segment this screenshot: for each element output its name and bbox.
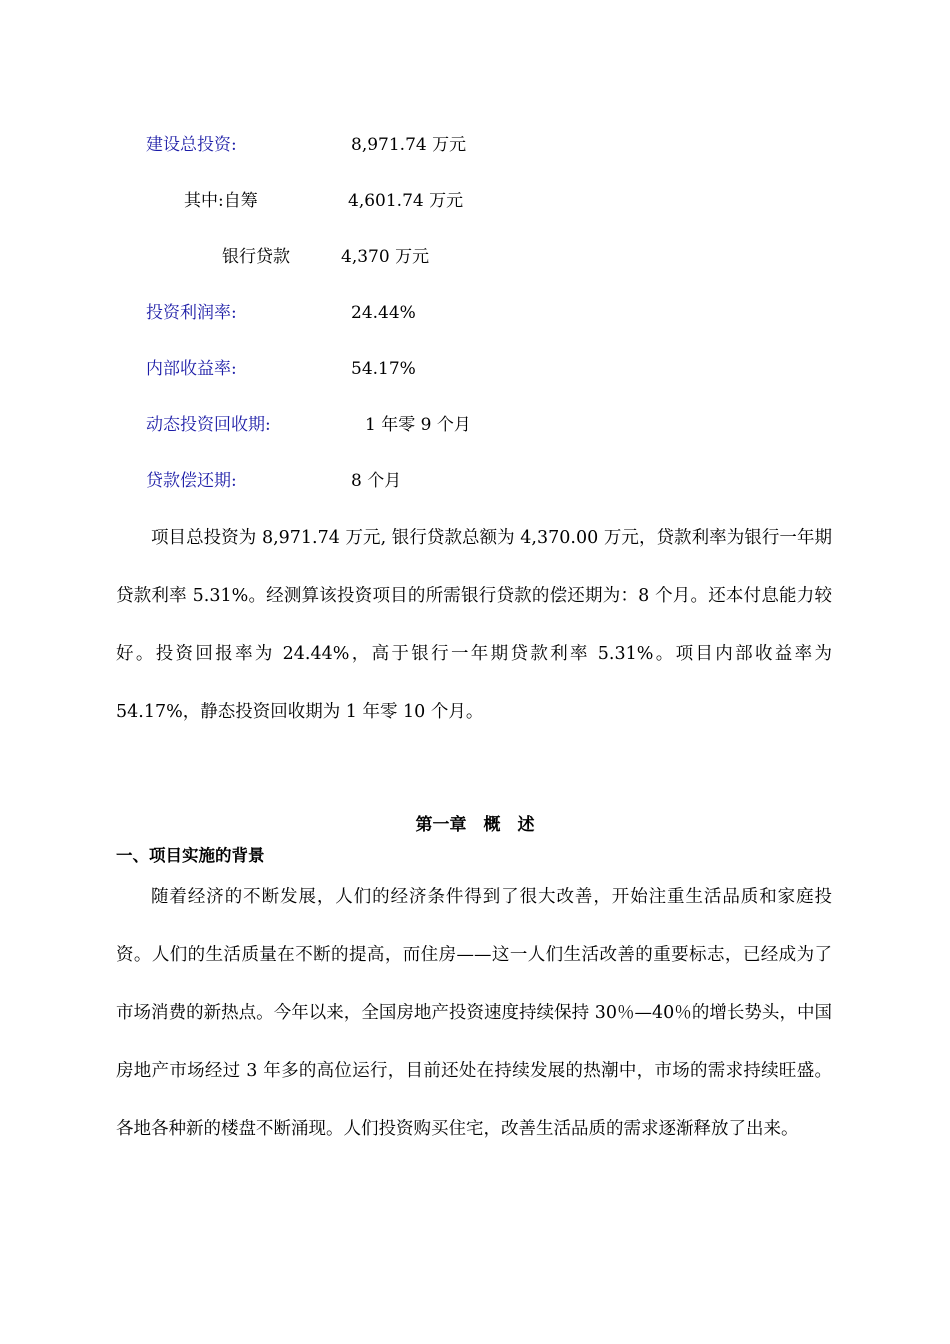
total-investment-label: 建设总投资:	[146, 135, 237, 155]
self-funded-label: 其中:自筹	[184, 191, 258, 211]
chapter-title: 第一章 概 述	[415, 815, 535, 835]
bank-loan-label: 银行贷款	[222, 247, 290, 267]
payback-label: 动态投资回收期:	[146, 415, 271, 435]
background-paragraph-text: 随着经济的不断发展，人们的经济条件得到了很大改善，开始注重生活品质和家庭投资。人们的生活质量在不断的提高，而住房——这一人们生活改善的重要标志，已经成为了市场消费的新热点。今年以来，全国房地产投资速度持续保持 30％—40％的增长势头，中国房地产市场经过 3 年多的高位运行，目前还处在持续发展的热潮中，市场的需求持续旺盛。各地各种新的楼盘不断涌现。人们投资购买住宅，改善生活品质的需求逐渐释放了出来。	[116, 887, 832, 1139]
loan-repayment-value: 8 个月	[351, 471, 402, 491]
summary-paragraph-text: 项目总投资为 8,971.74 万元, 银行贷款总额为 4,370.00 万元，贷款利率为银行一年期贷款利率 5.31%。经测算该投资项目的所需银行贷款的偿还期为：8 个月。还本付息能力较好。投资回报率为 24.44%，高于银行一年期贷款利率 5.31%。项目内部收益率为 54.17%，静态投资回收期为 1 年零 10 个月。	[116, 528, 832, 722]
roi-label: 投资利润率:	[146, 303, 237, 323]
summary-paragraph	[116, 509, 832, 741]
irr-label: 内部收益率:	[146, 359, 237, 379]
loan-repayment-label: 贷款偿还期:	[146, 471, 237, 491]
self-funded-value: 4,601.74 万元	[348, 191, 464, 211]
bank-loan-value: 4,370 万元	[341, 247, 430, 267]
roi-value: 24.44%	[351, 303, 416, 323]
irr-value: 54.17%	[351, 359, 416, 379]
total-investment-value: 8,971.74 万元	[351, 135, 467, 155]
payback-value: 1 年零 9 个月	[365, 415, 471, 435]
section-title: 一、项目实施的背景	[116, 846, 265, 865]
background-paragraph	[116, 868, 832, 1158]
